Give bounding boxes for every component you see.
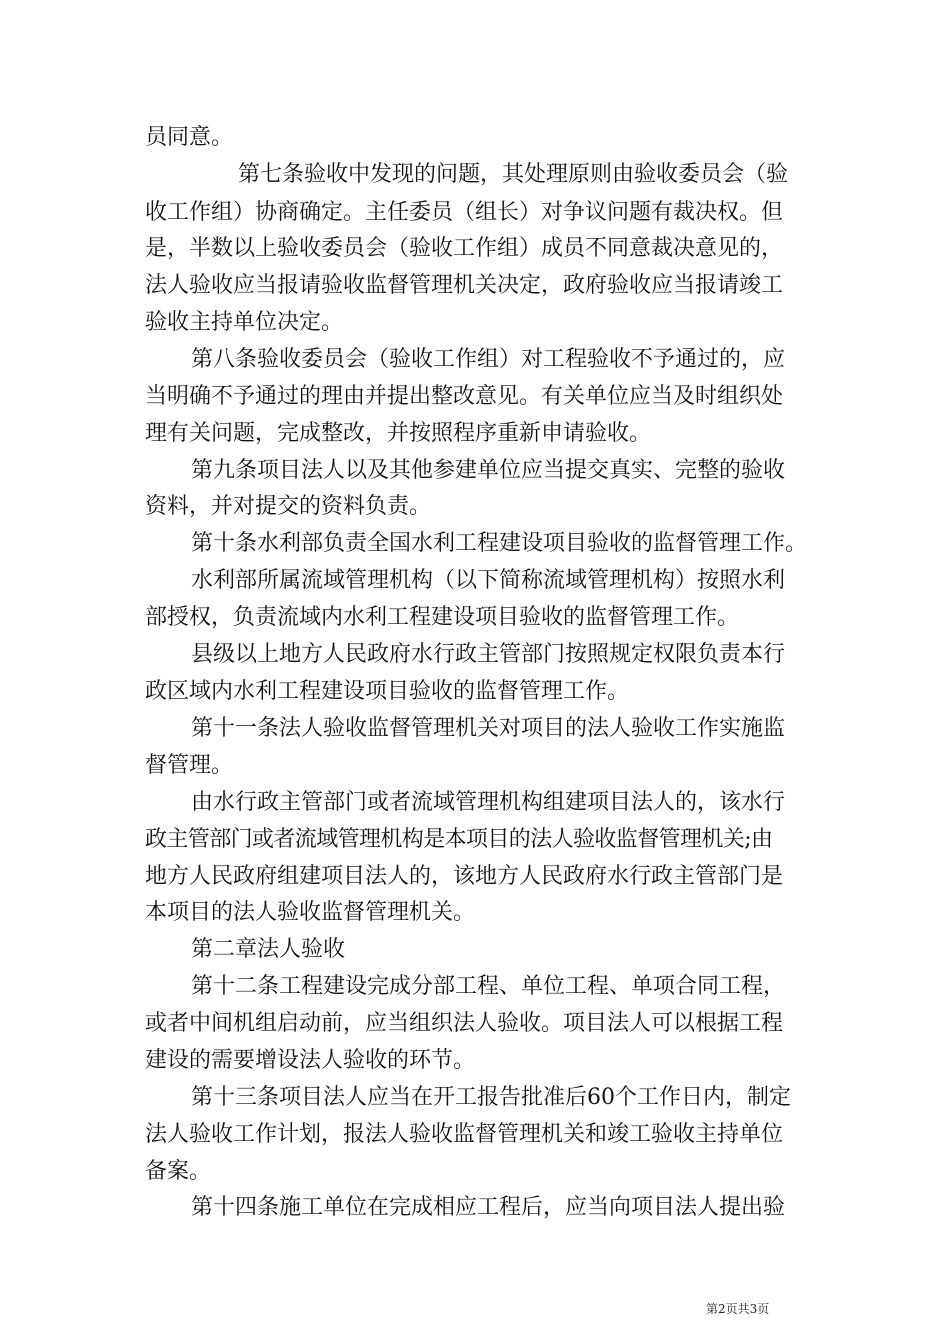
page-number: 第2页共3页 — [706, 1302, 770, 1316]
text-line: 收工作组）协商确定。主任委员（组长）对争议问题有裁决权。但 — [145, 200, 784, 225]
text-line: 部授权，负责流域内水利工程建设项目验收的监督管理工作。 — [145, 605, 740, 630]
text-line: 政区域内水利工程建设项目验收的监督管理工作。 — [145, 679, 630, 704]
text-line: 第十条水利部负责全国水利工程建设项目验收的监督管理工作。 — [191, 531, 808, 556]
text-line: 第七条验收中发现的问题，其处理原则由验收委员会（验 — [238, 162, 789, 187]
text-line: 县级以上地方人民政府水行政主管部门按照规定权限负责本行 — [191, 642, 786, 667]
text-line: 当明确不予通过的理由并提出整改意见。有关单位应当及时组织处 — [145, 384, 784, 409]
text-line: 第十二条工程建设完成分部工程、单位工程、单项合同工程， — [191, 974, 786, 999]
text-line: 法人验收应当报请验收监督管理机关决定，政府验收应当报请竣工 — [145, 273, 784, 298]
text-line: 督管理。 — [145, 753, 234, 778]
text-line: 资料，并对提交的资料负责。 — [145, 494, 432, 519]
text-line: 本项目的法人验收监督管理机关。 — [145, 900, 476, 925]
text-line: 第十四条施工单位在完成相应工程后，应当向项目法人提出验 — [191, 1195, 786, 1220]
text-line: 法人验收工作计划，报法人验收监督管理机关和竣工验收主持单位 — [145, 1122, 784, 1147]
text-line: 第九条项目法人以及其他参建单位应当提交真实、完整的验收 — [191, 458, 786, 483]
text-line: 是，半数以上验收委员会（验收工作组）成员不同意裁决意见的， — [145, 236, 784, 261]
text-line: 第八条验收委员会（验收工作组）对工程验收不予通过的，应 — [191, 347, 786, 372]
text-line: 第十三条项目法人应当在开工报告批准后60个工作日内，制定 — [191, 1085, 791, 1110]
text-line: 第十一条法人验收监督管理机关对项目的法人验收工作实施监 — [191, 716, 786, 741]
text-line: 或者中间机组启动前，应当组织法人验收。项目法人可以根据工程 — [145, 1011, 784, 1036]
text-line: 建设的需要增设法人验收的环节。 — [145, 1048, 476, 1073]
text-line: 验收主持单位决定。 — [145, 310, 344, 335]
text-line: 政主管部门或者流域管理机构是本项目的法人验收监督管理机关;由 — [145, 827, 773, 852]
text-line: 备案。 — [145, 1159, 212, 1184]
text-line: 水利部所属流域管理机构（以下简称流域管理机构）按照水利 — [191, 568, 786, 593]
text-line: 地方人民政府组建项目法人的，该地方人民政府水行政主管部门是 — [145, 864, 784, 889]
text-line: 理有关问题，完成整改，并按照程序重新申请验收。 — [145, 421, 652, 446]
text-line: 员同意。 — [145, 125, 234, 150]
chapter-heading: 第二章法人验收 — [191, 937, 346, 962]
text-line: 由水行政主管部门或者流域管理机构组建项目法人的，该水行 — [191, 790, 786, 815]
